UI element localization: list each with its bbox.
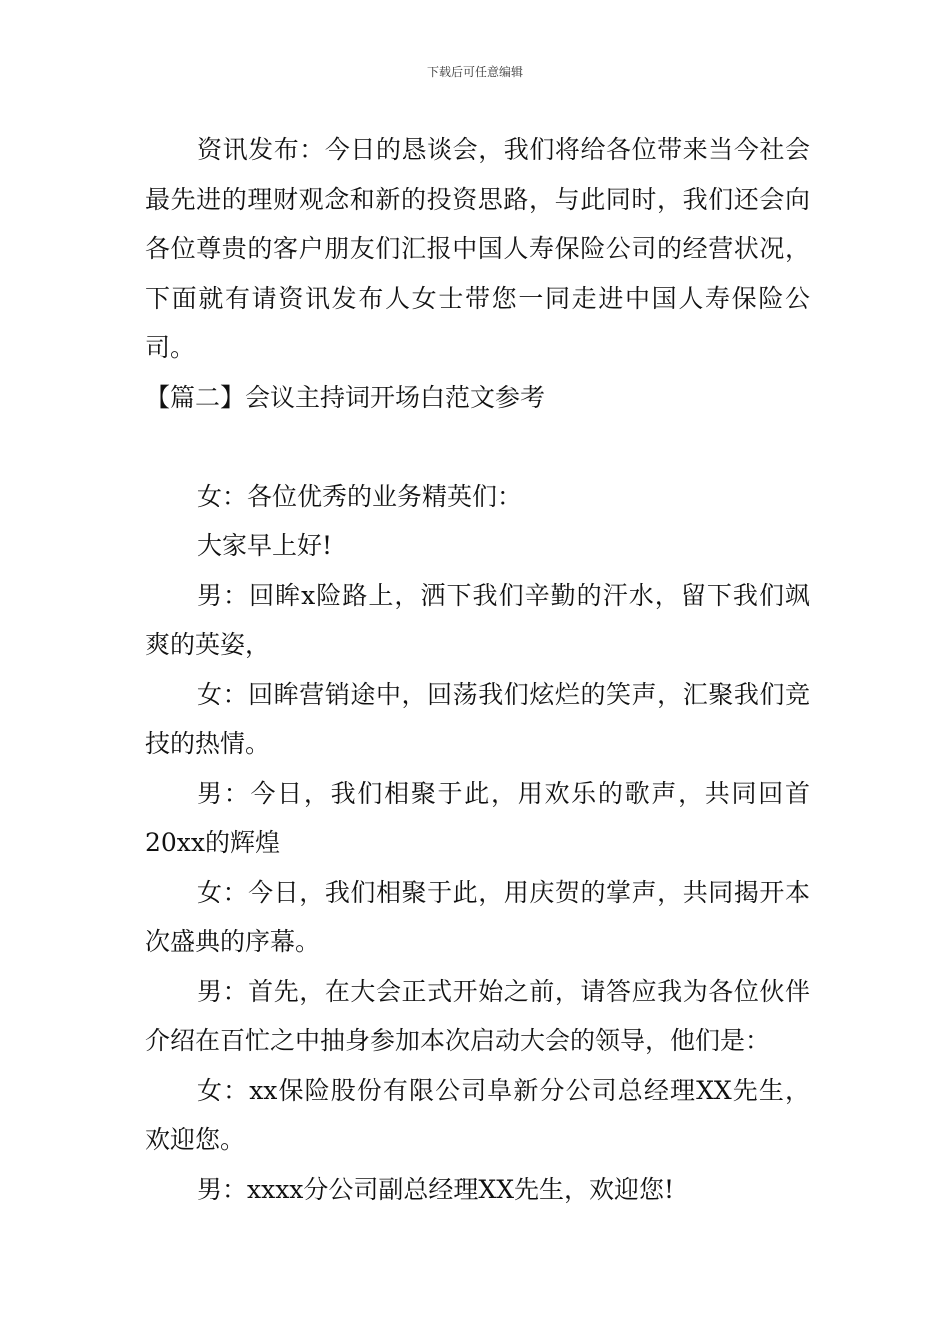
paragraph-dialogue: 女：xx保险股份有限公司阜新分公司总经理XX先生，欢迎您。 <box>145 1075 810 1154</box>
paragraph-intro: 资讯发布：今日的恳谈会，我们将给各位带来当今社会最先进的理财观念和新的投资思路，与此同时，我们还会向各位尊贵的客户朋友们汇报中国人寿保险公司的经营状况，下面就有请资讯发布人女士带您一同走进中国人寿保险公司。 <box>145 135 810 362</box>
blank-line <box>145 422 810 472</box>
paragraph-dialogue: 大家早上好! <box>197 531 333 560</box>
paragraph-dialogue: 女：今日，我们相聚于此，用庆贺的掌声，共同揭开本次盛典的序幕。 <box>145 877 810 956</box>
paragraph-dialogue: 男：今日，我们相聚于此，用欢乐的歌声，共同回首20xx的辉煌 <box>145 778 810 857</box>
paragraph-dialogue: 男：首先，在大会正式开始之前，请答应我为各位伙伴介绍在百忙之中抽身参加本次启动大会的领导，他们是： <box>145 976 810 1055</box>
paragraph-dialogue: 男：xxxx分公司副总经理XX先生，欢迎您! <box>197 1174 675 1204</box>
document-body <box>145 125 810 1214</box>
paragraph-dialogue: 女：各位优秀的业务精英们： <box>197 481 523 511</box>
paragraph-dialogue: 女：回眸营销途中，回荡我们炫烂的笑声，汇聚我们竞技的热情。 <box>145 679 810 758</box>
paragraph-dialogue: 男：回眸x险路上，洒下我们辛勤的汗水，留下我们飒爽的英姿， <box>145 580 810 659</box>
page-header: 下载后可任意编辑 <box>426 65 523 79</box>
section-heading: 【篇二】会议主持词开场白范文参考 <box>145 382 546 412</box>
